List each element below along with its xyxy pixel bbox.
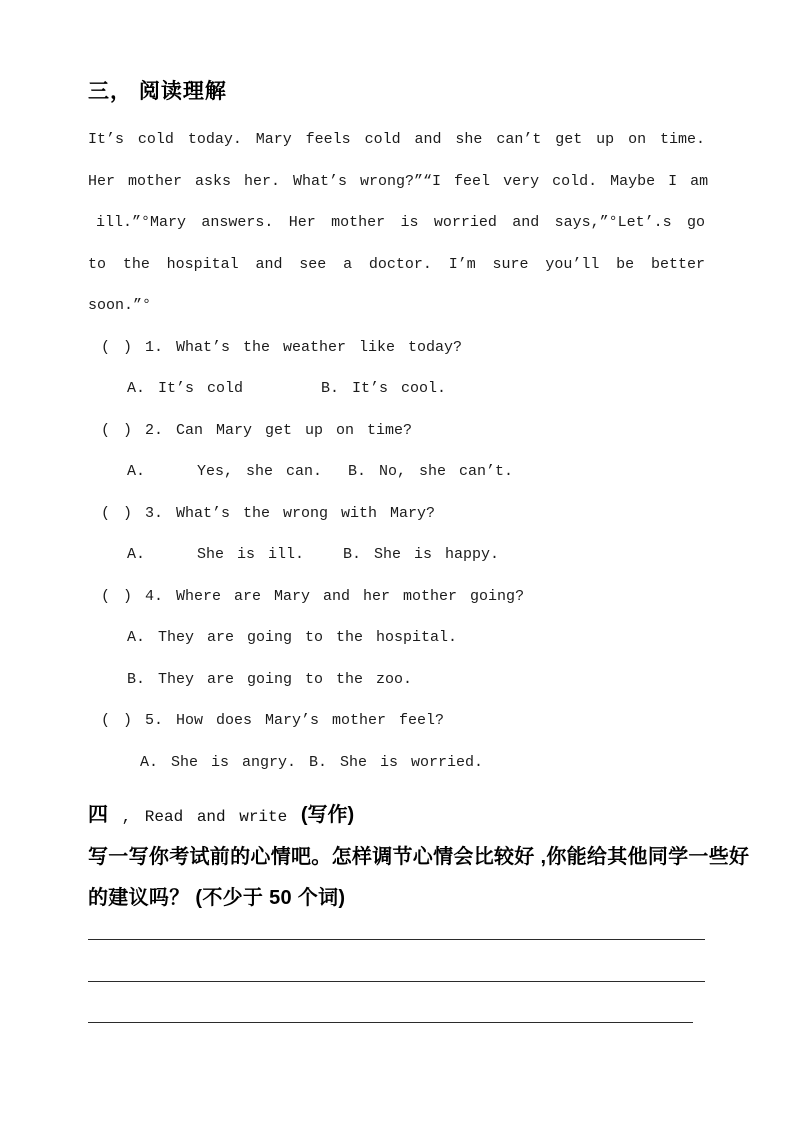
section3-heading: 三， 阅读理解 [88,80,227,103]
passage-line-3: ill.”°Mary answers. Her mother is worried and says,”°Let’.s go [96,214,705,231]
writing-line-2 [88,940,705,982]
passage-line-4: to the hospital and see a doctor. I’m sure you’ll be better [88,255,705,273]
passage-line-1: It’s cold today. Mary feels cold and she can’t get up on time. [88,131,705,148]
question-4-prompt: ( ) 4. Where are Mary and her mother going? [88,587,525,605]
question-list [88,327,705,784]
question-3-prompt: ( ) 3. What’s the wrong with Mary? [88,504,436,522]
writing-line-3 [88,982,693,1023]
section4-heading [88,795,705,837]
question-5-options: A. She is angry. B. She is worried. [88,753,484,771]
question-2-options: A. Yes, she can. B. No, she can’t. [88,463,514,480]
section4-heading-cn-prefix: 四 [88,804,108,826]
section4-heading-cn-suffix: (写作) [300,804,355,826]
question-5-prompt: ( ) 5. How does Mary’s mother feel? [88,712,445,729]
section4-heading-en: , Read and write [108,808,301,826]
passage-line-5: soon.”° [88,297,152,314]
writing-area [88,920,705,1023]
question-3-options: A. She is ill. B. She is happy. [88,546,500,563]
question-4-option-a: A. They are going to the hospital. [88,629,458,646]
question-1-options: A. It’s cold B. It’s cool. [88,380,447,397]
writing-instruction-line-1: 写一写你考试前的心情吧。怎样调节心情会比较好 ,你能给其他同学一些好 [88,845,750,868]
question-4-option-b: B. They are going to the zoo. [88,670,413,688]
writing-instruction-line-2: 的建议吗？ (不少于 50 个词) [88,887,346,909]
writing-line-1 [88,920,705,940]
question-1-prompt: ( ) 1. What’s the weather like today? [88,338,463,356]
question-2-prompt: ( ) 2. Can Mary get up on time? [88,421,413,439]
passage-line-2: Her mother asks her. What’s wrong?”“I feel very cold. Maybe I am [88,172,709,190]
reading-passage [88,119,709,327]
